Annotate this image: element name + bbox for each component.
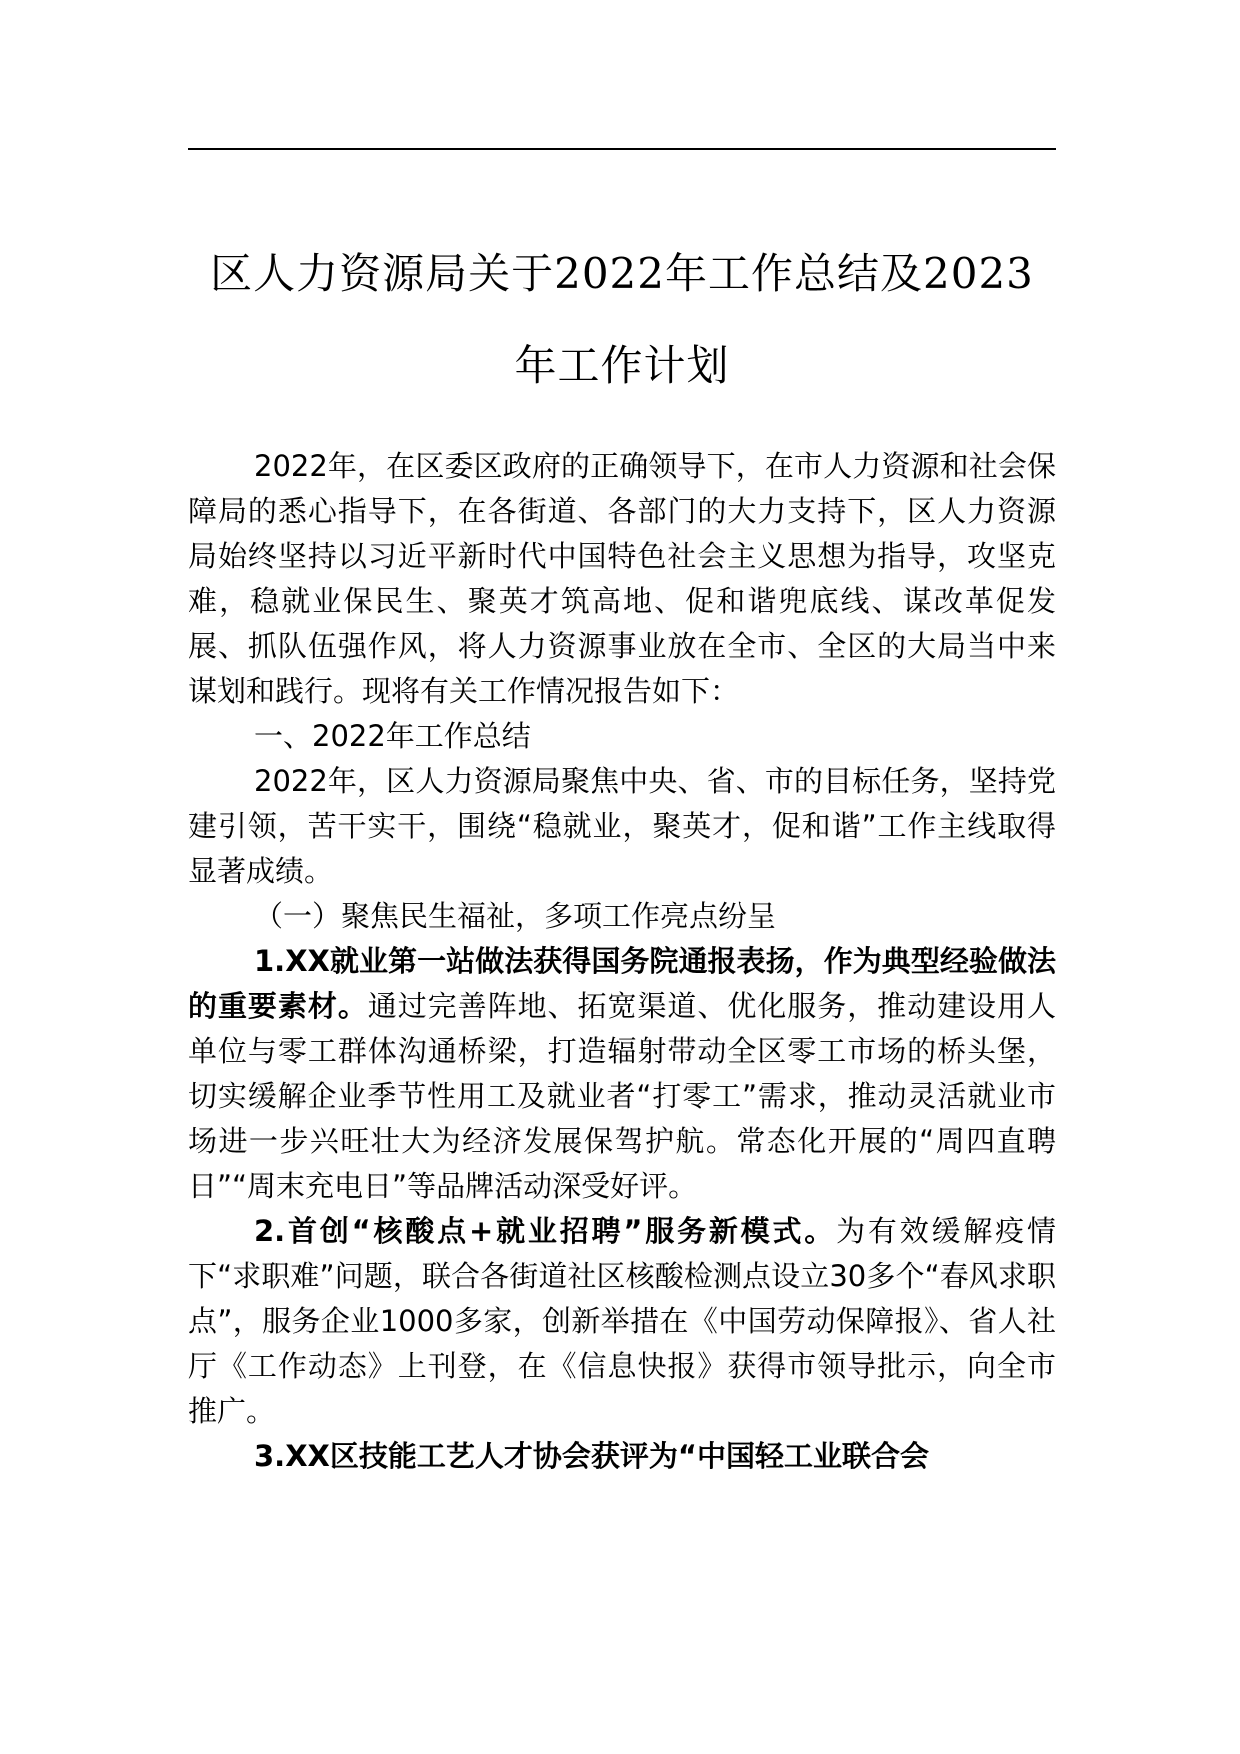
item-lead: 1.XX就业第一站做法获得国务院通报表扬，作为典型经验做法的重要素材。	[188, 944, 1056, 1023]
paragraph-text: 一、2022年工作总结	[254, 719, 531, 753]
item-text: 通过完善阵地、拓宽渠道、优化服务，推动建设用人单位与零工群体沟通桥梁，打造辐射带动全区零工市场的桥头堡，切实缓解企业季节性用工及就业者“打零工”需求，推动灵活就业市场进一步兴旺壮大为经济发展保驾护航。常态化开展的“周四直聘日”“周末充电日”等品牌活动深受好评。	[188, 989, 1056, 1203]
item-lead: 2.首创“核酸点+就业招聘”服务新模式。	[254, 1214, 837, 1248]
header-rule	[188, 148, 1056, 150]
document-body	[188, 444, 1056, 1479]
paragraph-summary	[188, 759, 1056, 894]
paragraph-intro	[188, 444, 1056, 714]
paragraph-text: 2022年，区人力资源局聚焦中央、省、市的目标任务，坚持党建引领，苦干实干，围绕“稳就业，聚英才，促和谐”工作主线取得显著成绩。	[188, 764, 1056, 888]
item-lead: 3.XX区技能工艺人才协会获评为“中国轻工业联合会	[254, 1439, 929, 1473]
item-text: 为有效缓解疫情下“求职难”问题，联合各街道社区核酸检测点设立30多个“春风求职点”，服务企业1000多家，创新举措在《中国劳动保障报》、省人社厅《工作动态》上刊登，在《信息快报》获得市领导批示，向全市推广。	[188, 1214, 1056, 1428]
section-heading-1	[188, 714, 1056, 759]
item-1	[188, 939, 1056, 1209]
title-line-1: 区人力资源局关于2022年工作总结及2023	[210, 249, 1034, 298]
document-title	[188, 228, 1056, 412]
subsection-heading-1	[188, 894, 1056, 939]
title-line-2: 年工作计划	[514, 341, 730, 390]
item-3	[188, 1434, 1056, 1479]
paragraph-text: （一）聚焦民生福祉，多项工作亮点纷呈	[254, 899, 777, 933]
paragraph-text: 2022年，在区委区政府的正确领导下，在市人力资源和社会保障局的悉心指导下，在各街道、各部门的大力支持下，区人力资源局始终坚持以习近平新时代中国特色社会主义思想为指导，攻坚克难，稳就业保民生、聚英才筑高地、促和谐兜底线、谋改革促发展、抓队伍强作风，将人力资源事业放在全市、全区的大局当中来谋划和践行。现将有关工作情况报告如下：	[188, 449, 1056, 708]
item-2	[188, 1209, 1056, 1434]
